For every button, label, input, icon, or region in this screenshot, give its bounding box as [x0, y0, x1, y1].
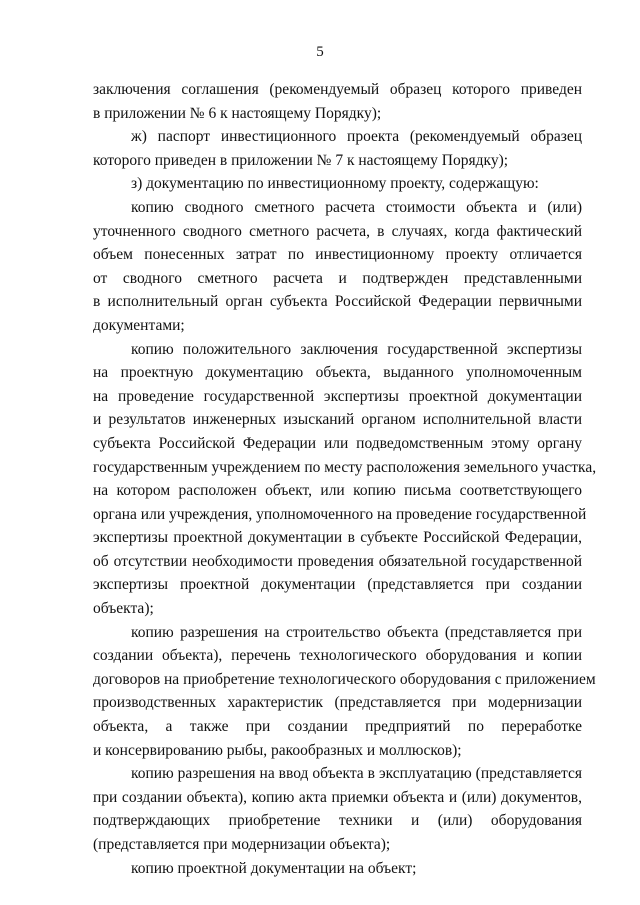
text-line: которого приведен в приложении № 7 к настоящему Порядку); — [93, 151, 509, 169]
paragraph-state-expertise-copy — [93, 338, 597, 621]
text-line: государственным учреждением по месту расположения земельного участка, — [93, 458, 597, 476]
text-line: ж) паспорт инвестиционного проекта (рекомендуемый образец — [131, 128, 582, 146]
paragraph-cost-estimate-copy — [93, 196, 582, 338]
text-line: копию проектной документации на объект; — [131, 859, 417, 877]
text-line: (представляется при модернизации объекта); — [93, 836, 391, 853]
text-line: от сводного сметного расчета и подтвержден представленными — [93, 269, 582, 287]
text-line: объекта); — [93, 600, 154, 618]
text-line: в исполнительный орган субъекта Российской Федерации первичными — [93, 293, 582, 311]
text-line: копию разрешения на ввод объекта в эксплуатацию (представляется — [131, 765, 582, 783]
text-line: копию разрешения на строительство объекта (представляется при — [131, 623, 582, 641]
text-line: копию положительного заключения государственной экспертизы — [131, 340, 582, 358]
text-line: и консервированию рыбы, ракообразных и моллюсков); — [93, 741, 462, 759]
text-line: на проведение государственной экспертизы проектной документации — [93, 387, 582, 405]
text-line: з) документацию по инвестиционному проекту, содержащую: — [131, 175, 539, 193]
text-line: заключения соглашения (рекомендуемый образец которого приведен — [93, 81, 582, 98]
text-line: подтверждающих приобретение техники и (или) оборудования — [93, 812, 582, 830]
paragraph-construction-permit-copy — [93, 621, 596, 763]
document-body — [93, 78, 597, 880]
text-line: экспертизы проектной документации (представляется при создании — [93, 576, 582, 594]
page-number: 5 — [316, 44, 324, 60]
paragraph-commissioning-permit-copy — [93, 762, 582, 856]
text-line: договоров на приобретение технологического оборудования с приложением — [93, 670, 596, 688]
text-line: в приложении № 6 к настоящему Порядку); — [93, 104, 382, 122]
text-line: при создании объекта), копию акта приемки объекта и (или) документов, — [93, 788, 582, 806]
paragraph-z-project-documentation — [93, 172, 582, 196]
text-line: объекта, а также при создании предприятий по переработке — [93, 718, 582, 736]
paragraph-agreement-conclusion — [93, 78, 582, 125]
text-line: создании объекта), перечень технологического оборудования и копии — [93, 647, 582, 665]
text-line: субъекта Российской Федерации или подведомственным этому органу — [93, 434, 582, 452]
text-line: объем понесенных затрат по инвестиционному проекту отличается — [93, 246, 582, 264]
paragraph-zh-investment-passport — [93, 125, 582, 172]
text-line: производственных характеристик (представляется при модернизации — [93, 694, 582, 712]
text-line: и результатов инженерных изысканий органом исполнительной власти — [93, 411, 582, 429]
text-line: уточненного сводного сметного расчета, в случаях, когда фактический — [93, 222, 582, 240]
text-line: об отсутствии необходимости проведения обязательной государственной — [93, 552, 582, 570]
paragraph-design-documentation-copy — [93, 857, 582, 881]
text-line: на котором расположен объект, или копию письма соответствующего — [93, 482, 582, 500]
text-line: органа или учреждения, уполномоченного на проведение государственной — [93, 505, 587, 523]
text-line: документами; — [93, 316, 185, 334]
text-line: на проектную документацию объекта, выданного уполномоченным — [93, 364, 582, 382]
text-line: копию сводного сметного расчета стоимости объекта и (или) — [131, 198, 582, 216]
text-line: экспертизы проектной документации в субъекте Российской Федерации, — [93, 529, 582, 547]
